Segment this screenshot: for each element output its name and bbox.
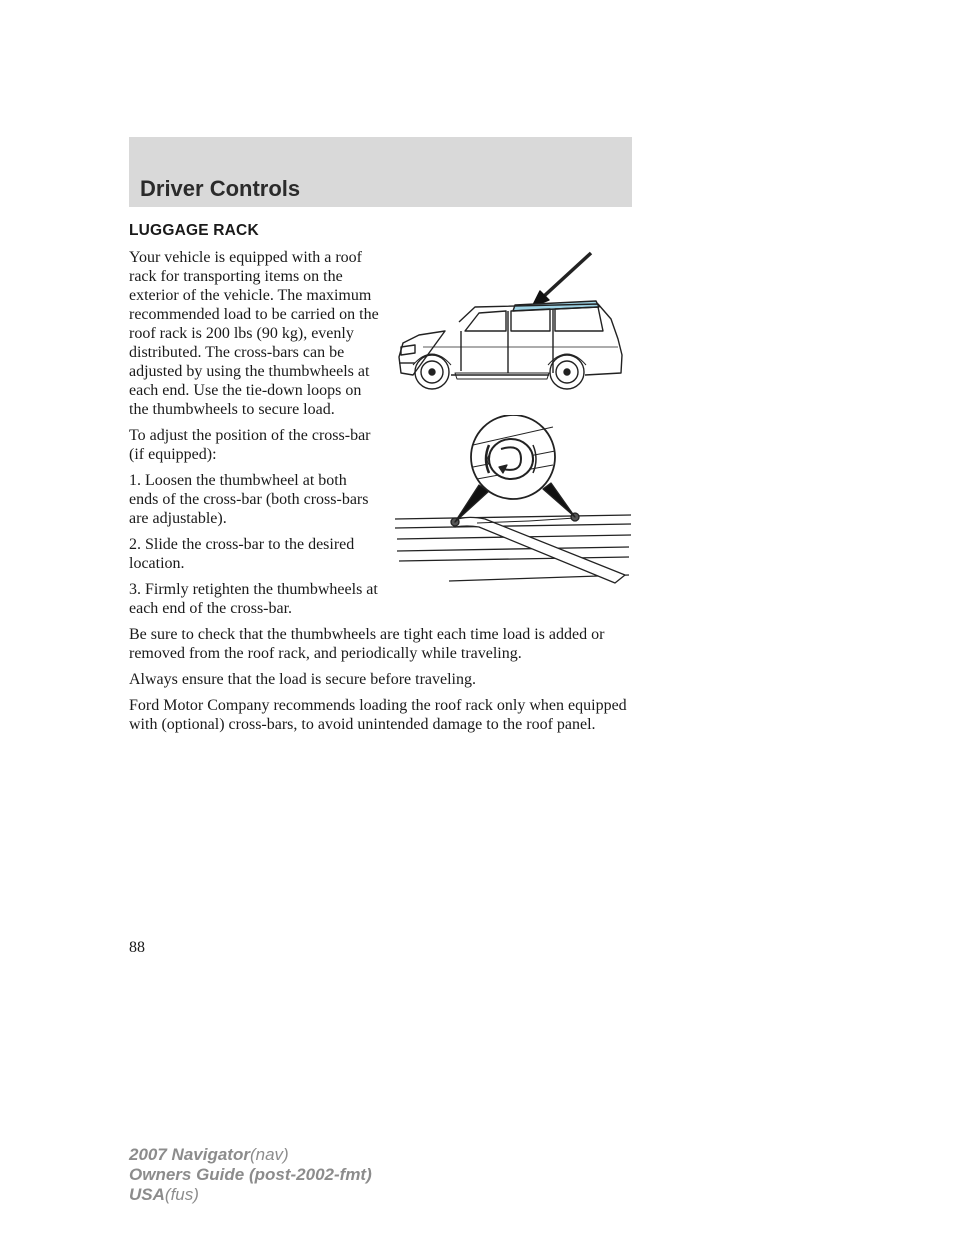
svg-text:): ) (531, 455, 535, 466)
step-3: 3. Firmly retighten the thumbwheels at each end of the cross-bar. (129, 581, 378, 617)
section-title: Driver Controls (140, 176, 301, 201)
svg-text:(: ( (486, 455, 490, 466)
footer-line-1: 2007 Navigator(nav) (129, 1145, 289, 1164)
step-1: 1. Loosen the thumbwheel at both ends of the cross-bar (both cross-bars are adjustable). (129, 472, 369, 527)
adjust-intro: To adjust the position of the cross-bar (if equipped): (129, 427, 371, 463)
recommendation-paragraph: Ford Motor Company recommends loading the roof rack only when equipped with (optional) cross-bars, to avoid unintended damage to the roof panel. (129, 697, 627, 733)
page-number: 88 (129, 939, 145, 956)
cross-bar-thumbwheel-illustration (393, 415, 633, 587)
footer-line-3: USA(fus) (129, 1185, 199, 1204)
rear-wheel-icon (550, 355, 584, 389)
luggage-rack-heading: LUGGAGE RACK (129, 222, 259, 239)
pointer-arrow (543, 253, 591, 297)
front-wheel-icon (415, 355, 449, 389)
suv-roof-rack-illustration (393, 247, 633, 397)
document-footer (129, 1145, 372, 1205)
footer-line-2: Owners Guide (post-2002-fmt) (129, 1165, 372, 1184)
check-thumbwheels-paragraph: Be sure to check that the thumbwheels are tight each time load is added or removed from the roof rack, and periodically while traveling. (129, 626, 605, 662)
intro-paragraph: Your vehicle is equipped with a roof rack for transporting items on the exterior of the vehicle. The maximum recommended load to be carried on the roof rack is 200 lbs (90 kg), evenly distributed. The cross-bars can be adjusted by using the thumbwheels at each end. Use the tie-down loops on the thumbwheels to secure load. (129, 249, 379, 418)
step-2: 2. Slide the cross-bar to the desired location. (129, 536, 355, 572)
secure-load-paragraph: Always ensure that the load is secure before traveling. (129, 671, 476, 688)
